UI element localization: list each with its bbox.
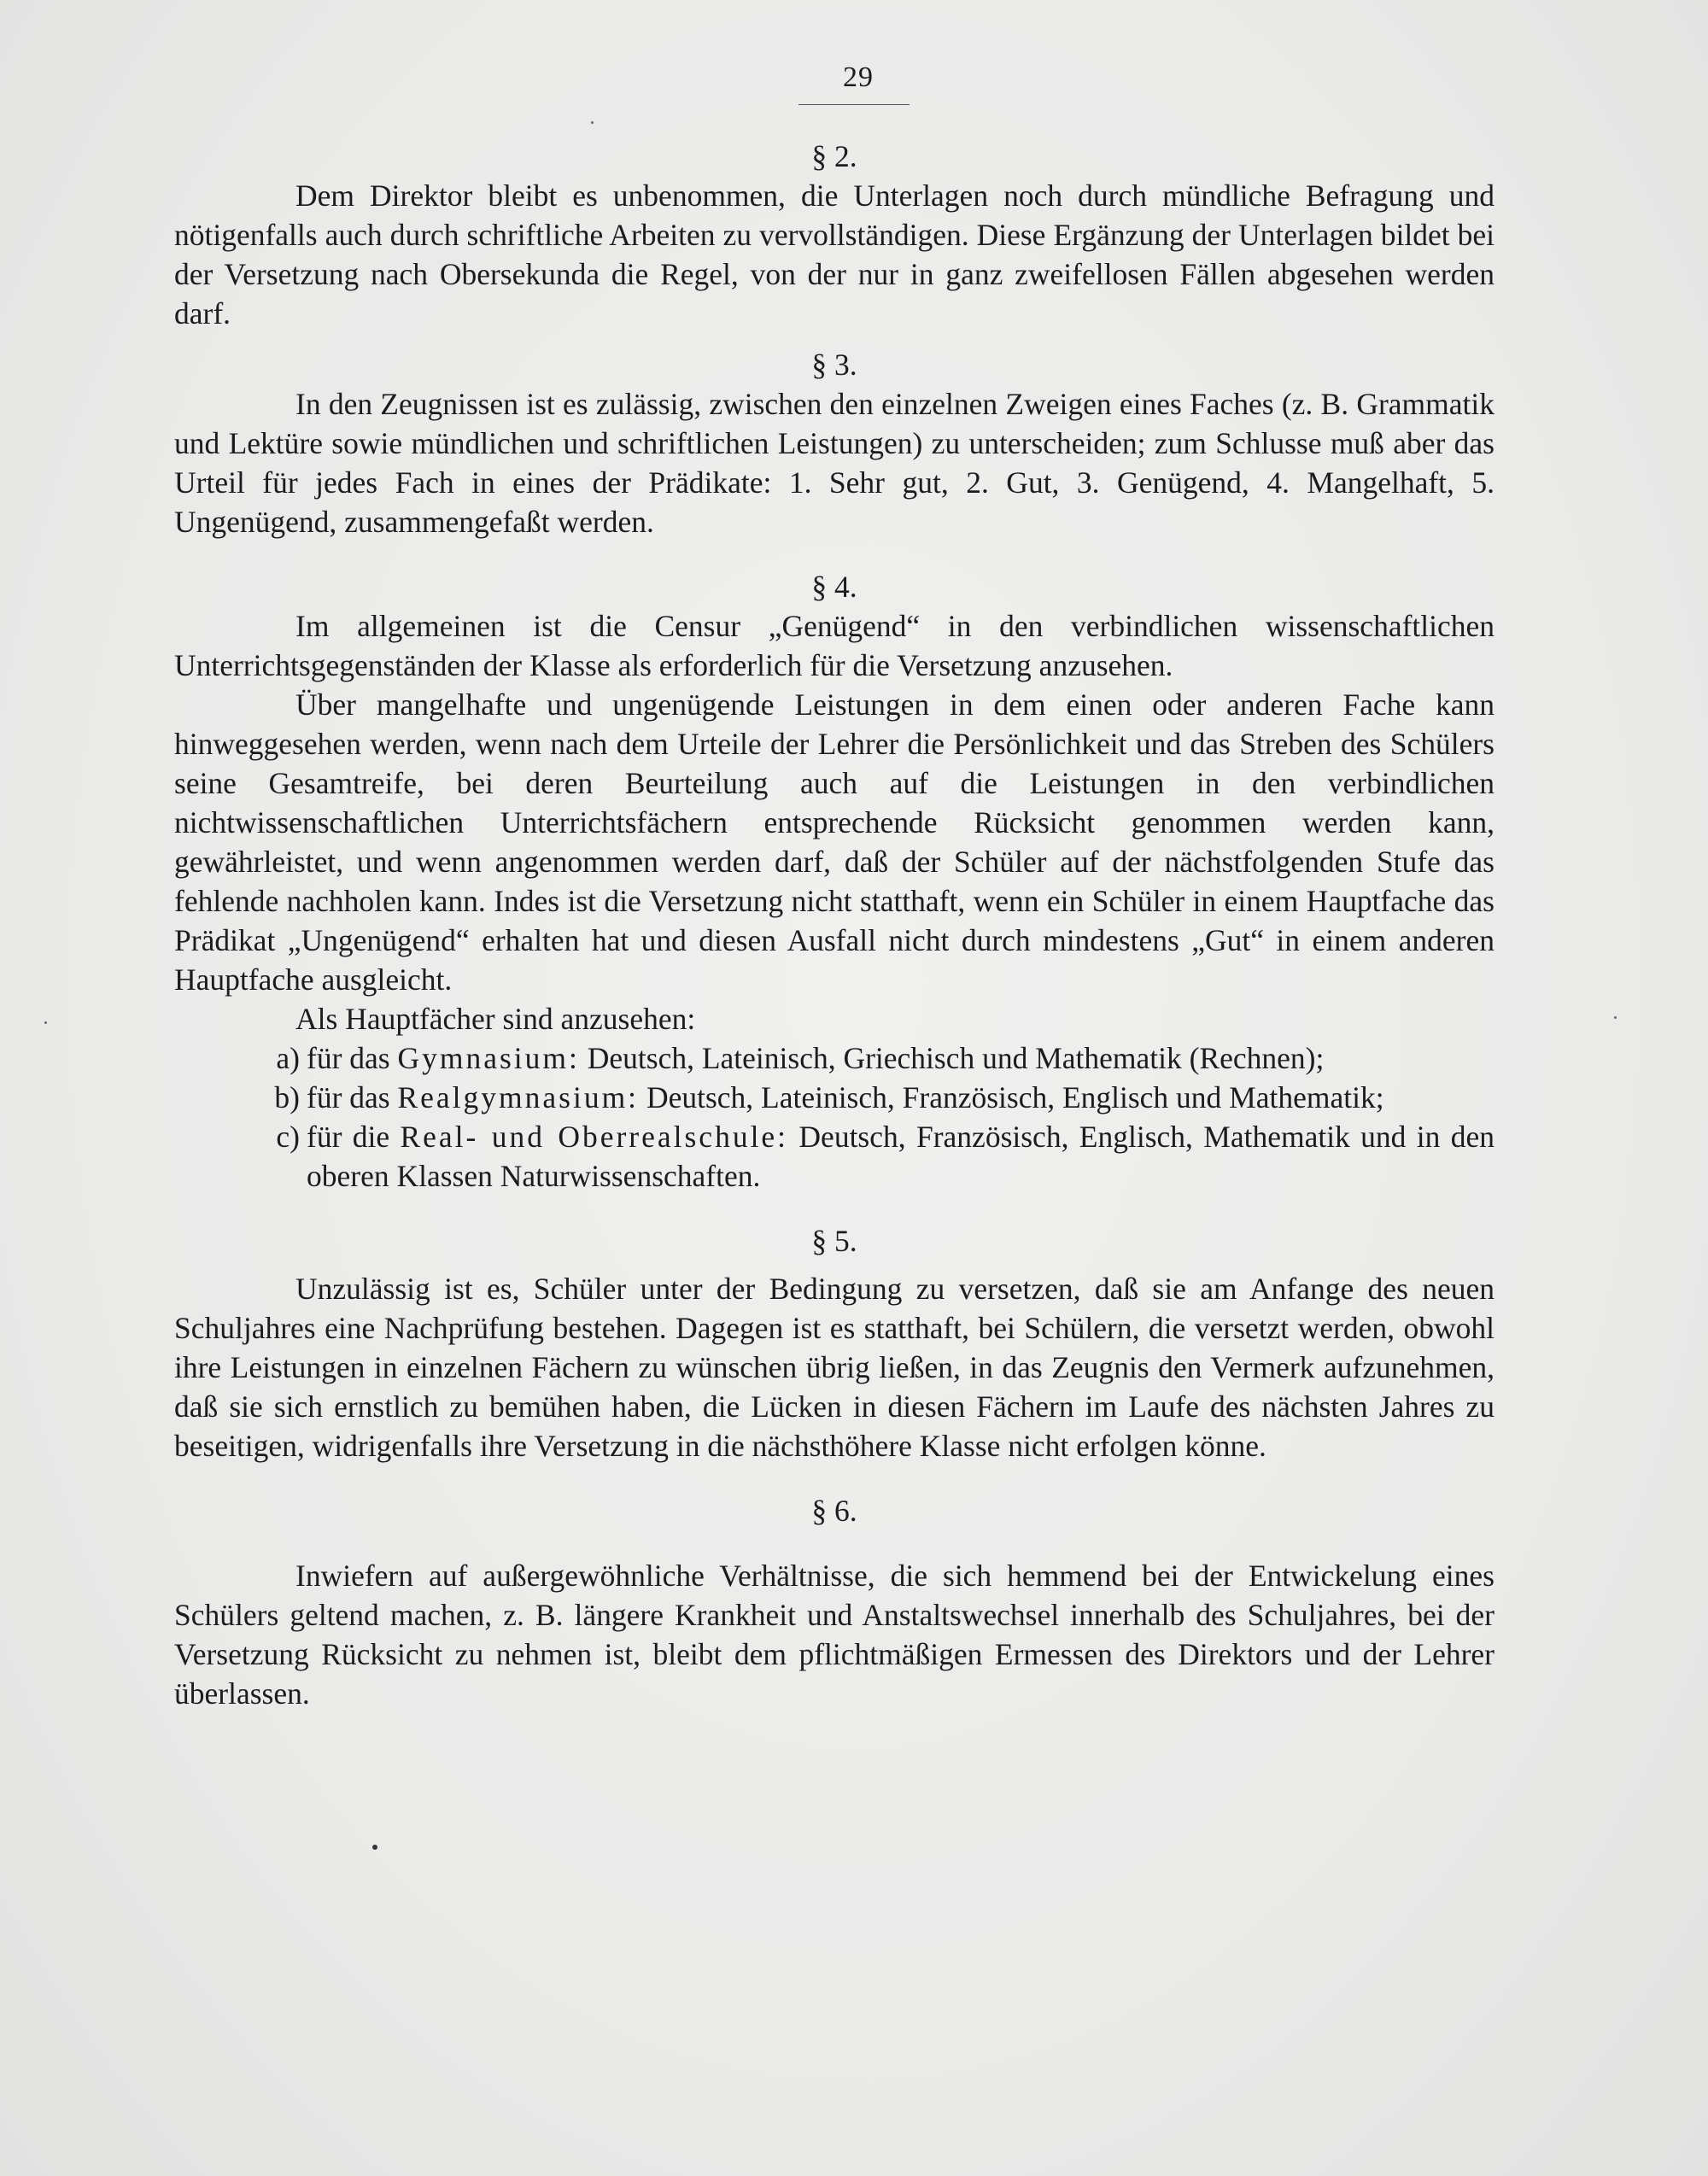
- ink-speck: [1614, 1016, 1617, 1019]
- list-marker: a): [276, 1041, 300, 1075]
- school-type: Real- und Oberrealschule:: [400, 1120, 789, 1154]
- section-4-heading: § 4.: [811, 570, 857, 604]
- list-text: für das Gymnasium: Deutsch, Lateinisch, Griechisch und Mathematik (Rechnen);: [307, 1041, 1325, 1075]
- school-type: Gymnasium:: [397, 1041, 580, 1075]
- section-6-heading: § 6.: [811, 1494, 857, 1528]
- page-number-rule: [798, 104, 910, 105]
- section-4-paragraph-2: Über mangelhafte und ungenügende Leistungen in dem einen oder anderen Fache kann hinweggesehen werden, wenn nach dem Urteile der Lehrer die Persönlichkeit und das Streben des Schülers seine Gesamtreife, bei deren Beurteilung auch auf die Leistungen in den verbindlichen nichtwissenschaftlichen Unterrichtsfächern entsprechende Rücksicht genommen werden kann, gewährleistet, und wenn angenommen werden darf, daß der Schüler auf der nächstfolgenden Stufe das fehlende nachholen kann. Indes ist die Versetzung nicht statthaft, wenn ein Schüler in einem Hauptfache das Prädikat „Ungenügend“ erhalten hat und diesen Ausfall nicht durch mindestens „Gut“ in einem anderen Hauptfache ausgleicht.: [174, 687, 1494, 997]
- list-item: [174, 1078, 1494, 1117]
- section-6-paragraph: Inwiefern auf außergewöhnliche Verhältnisse, die sich hemmend bei der Entwickelung eines Schülers geltend machen, z. B. längere Krankheit und Anstaltswechsel innerhalb des Schuljahres, bei der Versetzung Rücksicht zu nehmen ist, bleibt dem pflichtmäßigen Ermessen des Direktors und der Lehrer überlassen.: [174, 1559, 1494, 1711]
- document-body: [174, 137, 1494, 1713]
- school-type: Realgymnasium:: [397, 1080, 640, 1114]
- main-subjects-list: [174, 1038, 1494, 1196]
- section-3-heading: § 3.: [811, 348, 857, 382]
- list-text: für das Realgymnasium: Deutsch, Lateinisch, Französisch, Englisch und Mathematik;: [307, 1080, 1384, 1114]
- section-5-paragraph: Unzulässig ist es, Schüler unter der Bedingung zu versetzen, daß sie am Anfange des neuen Schuljahres eine Nachprüfung bestehen. Dagegen ist es statthaft, bei Schülern, die versetzt werden, obwohl ihre Leistungen in einzelnen Fächern zu wünschen übrig ließen, in das Zeugnis den Vermerk aufzunehmen, daß sie sich ernstlich zu bemühen haben, die Lücken in diesen Fächern im Laufe des nächsten Jahres zu beseitigen, widrigenfalls ihre Versetzung in die nächsthöhere Klasse nicht erfolgen könne.: [174, 1272, 1494, 1463]
- list-marker: c): [276, 1120, 300, 1154]
- ink-speck: [591, 121, 594, 124]
- list-text: für die Real- und Oberrealschule: Deutsch, Französisch, Englisch, Mathematik und in den oberen Klassen Naturwissenschaften.: [307, 1120, 1494, 1193]
- section-5-heading: § 5.: [811, 1224, 857, 1258]
- list-marker: b): [274, 1080, 300, 1114]
- section-2-paragraph: Dem Direktor bleibt es unbenommen, die Unterlagen noch durch mündliche Befragung und nötigenfalls auch durch schriftliche Arbeiten zu vervollständigen. Diese Ergänzung der Unterlagen bildet bei der Versetzung nach Obersekunda die Regel, von der nur in ganz zweifellosen Fällen abgesehen werden darf.: [174, 178, 1494, 330]
- list-item: [174, 1038, 1494, 1078]
- section-4-paragraph-3: Als Hauptfächer sind anzusehen:: [295, 1002, 696, 1036]
- section-3-paragraph: In den Zeugnissen ist es zulässig, zwischen den einzelnen Zweigen eines Faches (z. B. Grammatik und Lektüre sowie mündlichen und schriftlichen Leistungen) zu unterscheiden; zum Schlusse muß aber das Urteil für jedes Fach in eines der Prädikate: 1. Sehr gut, 2. Gut, 3. Genügend, 4. Mangelhaft, 5. Ungenügend, zusammengefaßt werden.: [174, 387, 1494, 539]
- ink-speck: [44, 1021, 47, 1024]
- page-number: 29: [843, 61, 874, 93]
- ink-speck: [372, 1845, 377, 1850]
- section-2-heading: § 2.: [811, 139, 857, 173]
- section-4-paragraph-1: Im allgemeinen ist die Censur „Genügend“ in den verbindlichen wissenschaftlichen Unterrichtsgegenständen der Klasse als erforderlich für die Versetzung anzusehen.: [174, 609, 1494, 682]
- list-item: [174, 1117, 1494, 1196]
